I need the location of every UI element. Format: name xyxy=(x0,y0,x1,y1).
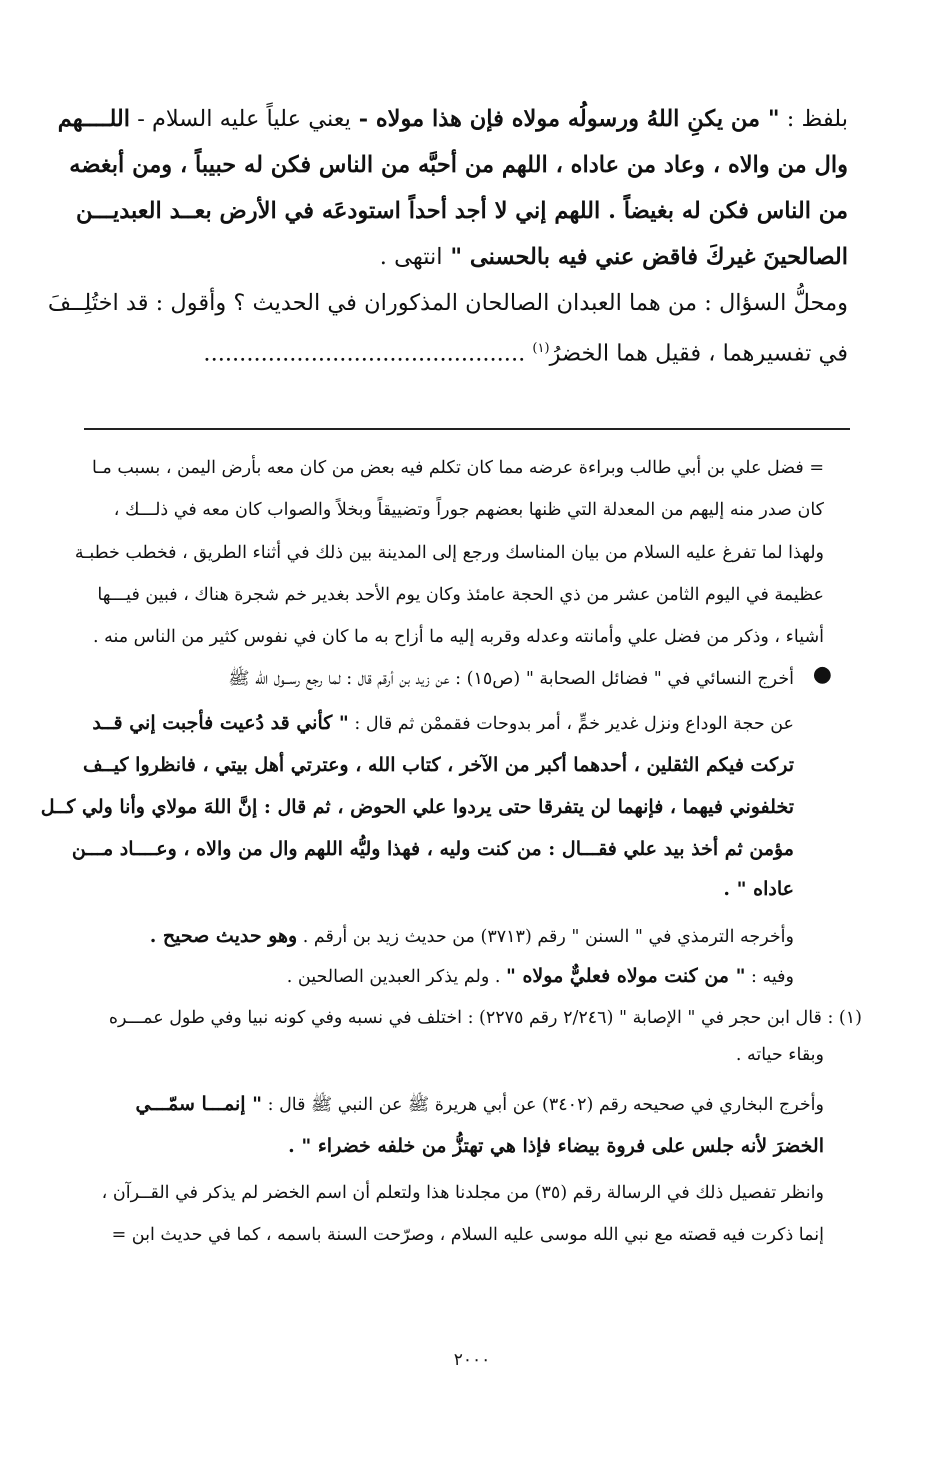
main-line-6-text: في تفسيرهما ، فقيل هما الخضرُ xyxy=(549,340,848,367)
main-line-6-dots: ............................................. xyxy=(203,340,533,367)
main-line-6 xyxy=(78,326,848,377)
footnote-line-12-text: وأخرجه الترمذي في " السنن " رقم (٣٧١٣) من حديث زيد بن أرقم . xyxy=(297,927,794,947)
footnote-line-19: إنما ذكرت فيه قصته مع نبي الله موسى عليه السلام ، وصرّحت السنة باسمه ، كما في حديث ابن = xyxy=(111,1225,824,1245)
footnote-line-1: = فضل علي بن أبي طالب وبراءة عرضه مما كان تكلم فيه بعض من كان معه بأرض اليمن ، بسبب مـا xyxy=(91,458,824,478)
footnote-line-7-text: عن حجة الوداع ونزل غدير خمٍّ ، أمر بدوحات فقممْن ثم قال : xyxy=(348,714,794,734)
footnote-line-12-grade: وهو حديث صحيح . xyxy=(149,925,298,947)
footnote-line-16-text: وأخرج البخاري في صحيحه رقم (٣٤٠٢) عن أبي هريرة ﷺ عن النبي ﷺ قال : xyxy=(262,1095,824,1115)
footnote-line-16-quote: " إنمـــا سمّـــي xyxy=(135,1093,263,1115)
footnote-line-5: أشياء ، وذكر من فضل علي وأمانته وعدله وقربه إليه ما أزاح به ما كان في نفوس كثير من الناس منه . xyxy=(92,627,824,647)
footnote-line-7 xyxy=(92,712,794,734)
footnote-line-9: تخلفوني فيهما ، فإنهما لن يتفرقا حتى يردوا علي الحوض ، ثم قال : إنَّ اللهَ مولاي وأنا ولي كــل xyxy=(40,796,794,818)
main-text xyxy=(47,96,848,377)
footnote-line-17: الخضرَ لأنه جلس على فروة بيضاء فإذا هي تهتزُّ من خلفه خضراء " . xyxy=(288,1135,824,1157)
footnote-line-4: عظيمة في اليوم الثامن عشر من ذي الحجة عامئذ وكان يوم الأحد بغدير خم شجرة هناك ، فبين فيـــها xyxy=(97,585,824,605)
main-line-1 xyxy=(57,96,848,142)
footnote-line-14: (١) : قال ابن حجر في " الإصابة " (٢/٢٤٦ رقم ٢٢٧٥) : اختلف في نسبه وفي كونه نبيا وفي طول عمـــره xyxy=(108,1008,862,1028)
main-line-4 xyxy=(78,234,848,280)
footnote-line-15: وبقاء حياته . xyxy=(735,1045,824,1065)
footnote-line-13-intro: وفيه : xyxy=(745,967,794,987)
footnote-line-6: أخرج النسائي في " فضائل الصحابة " (ص١٥) : عن زيد بن أرقم قال : لما رجع رســول الله ﷺ xyxy=(228,669,794,689)
footnote-line-13-end: . ولم يذكر العبدين الصالحين . xyxy=(286,967,506,987)
main-line-1-aside: يعني علياً عليه السلام - xyxy=(130,106,351,132)
main-line-4-quote: الصالحينَ غيركَ فاقض عني فيه بالحسنى " xyxy=(442,244,848,270)
footnote-line-18: وانظر تفصيل ذلك في الرسالة رقم (٣٥) من مجلدنا هذا ولتعلم أن اسم الخضر لم يذكر في القــرآن ، xyxy=(101,1183,824,1203)
footnote-line-7-quote: " كأني قد دُعيت فأجبت إني قــد xyxy=(92,712,349,734)
footnote-line-12 xyxy=(134,925,794,947)
main-line-1-intro: بلفظ : xyxy=(779,106,848,132)
footnote-separator xyxy=(84,428,850,430)
main-line-1-end: اللــــهم xyxy=(57,106,131,132)
footnote-line-10: مؤمن ثم أخذ بيد علي فقـــال : من كنت وليه ، فهذا وليُّه اللهم وال من والاه ، وعــــاد مـــن xyxy=(71,838,794,860)
footnote-line-13-quote: " من كنت مولاه فعليٌّ مولاه " xyxy=(505,965,746,987)
main-line-1-quote: " من يكنِ اللهُ ورسولُه مولاه فإن هذا مولاه - xyxy=(350,106,780,132)
main-line-4-end: انتهى . xyxy=(379,244,443,270)
main-line-2: وال من والاه ، وعاد من عاداه ، اللهم من أحبَّه من الناس فكن له حبيباً ، ومن أبغضه xyxy=(69,152,848,178)
main-line-3: من الناس فكن له بغيضاً . اللهم إني لا أجد أحداً استودعَه في الأرض بعــد العبديـــن xyxy=(76,198,848,224)
page-number: ٢٠٠٠ xyxy=(453,1350,491,1370)
footnote-line-13 xyxy=(134,965,794,987)
footnote-line-11: عاداه " . xyxy=(723,878,794,900)
footnote-line-8: تركت فيكم الثقلين ، أحدهما أكبر من الآخر ، كتاب الله ، وعترتي أهل بيتي ، فانظروا كيــف xyxy=(82,754,794,776)
main-line-5: ومحلُّ السؤال : من هما العبدان الصالحان المذكوران في الحديث ؟ وأقول : قد اختُلِــفَ xyxy=(47,290,848,316)
bullet-icon: ● xyxy=(812,662,832,687)
footnote-line-2: كان صدر منه إليهم من المعدلة التي ظنها بعضهم جوراً وتضييقاً وبخلاً والصواب كان معه في ذلـــك ، xyxy=(113,500,824,520)
footnote-line-3: ولهذا لما تفرغ عليه السلام من بيان المناسك ورجع إلى المدينة بين ذلك في أثناء الطريق ، فخطب خطبـة xyxy=(74,543,824,563)
footnote-line-16 xyxy=(104,1093,824,1119)
footnote-ref-1: (١) xyxy=(532,341,550,356)
